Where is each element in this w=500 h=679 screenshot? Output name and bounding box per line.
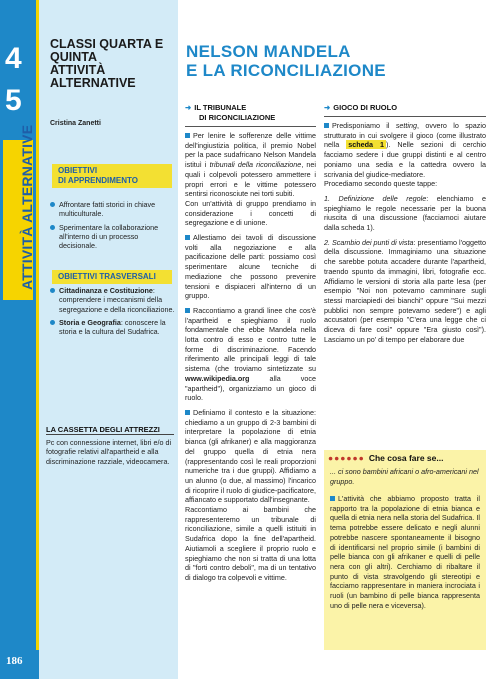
vertical-label-box [3,124,35,300]
highlight: scheda 1 [348,140,385,150]
title-line-1: NELSON MANDELA [186,42,351,61]
text-italic: tribunali della riconciliazione [209,160,302,170]
text: Raccontiamo ai bambini che rappresenteremo un tribunale di riconciliazione, simile a quelli istituiti in Sudafrica dopo la fine dell'apartheid. Aiutiamoli a scegliere il proprio ruolo e spieghiamo che non si tratta di una lotta di "forti contro deboli", ma di un tentativo di dialogo tra colpevoli e vittime. [185,505,316,582]
column-right [324,121,486,349]
square-bullet-icon [185,308,190,313]
paragraph [185,233,316,301]
text: Per lenire le sofferenze delle vittime dell'ingiustizia politica, il premio Nobel per la pace sudafricano Nelson Mandela istituì i [185,131,316,170]
square-bullet-icon [330,496,335,501]
callout-heading [328,453,443,463]
text: : presentiamo l'oggetto della discussione. Immaginiamo una situazione che sarebbe potuta accadere durante l'apartheid, traendo spunto da immagini, libri, fotografie ecc. Affidiamo le versioni di storia alla parte lesa (per esempio "Noi non potevamo camminare sugli stessi marciapiedi dei bianchi" oppure "Sui mezzi pubblici non sempre potevamo sedere") e agli accusatori (per esempio "C'era una legge che ci diceva di fare così" oppure "Era giusto così"). Lasciamo un po' di tempo per elaborare due [324,237,486,344]
unit-number-bottom: 5 [5,84,22,117]
square-bullet-icon [185,410,190,415]
list-item: Affrontare fatti storici in chiave multiculturale. [50,200,176,219]
text: Con un'attività di gruppo prendiamo in considerazione i concetti di segregazione e di unione. [185,198,316,228]
callout-heading-text: Che cosa fare se... [368,453,444,463]
callout-text [330,494,480,610]
section2-rule [324,116,486,117]
title-line-2: E LA RICONCILIAZIONE [186,61,386,80]
text: Procediamo secondo queste tappe: [324,179,438,189]
section1-heading-l1: IL TRIBUNALE [194,103,247,112]
item-bold: Storia e Geografia [59,317,121,327]
list-item: Sperimentare la collaborazione all'interno di un processo decisionale. [50,223,176,251]
paragraph [324,121,486,189]
section1-rule [185,126,316,127]
toolbox-text: Pc con connessione internet, libri e/o di fotografie relativi all'apartheid e alla discriminazione razziale, videocamera. [46,438,172,466]
paragraph [324,194,486,233]
callout-italic: ... ci sono bambini africani o afro-americani nel gruppo. [330,467,479,486]
unit-number-top: 4 [5,42,22,75]
objectives-transversal-list [50,286,176,340]
item-text: : conoscere la storia e la cultura del Sudafrica. [59,317,166,337]
item-bold: Cittadinanza e Costituzione [59,286,153,295]
text: Definiamo il contesto e la situazione: chiediamo a un gruppo di 2-3 bambini di interpretare la popolazione di etnia bianca (gli afrikaner) e alla maggioranza del gruppo quella di etnia nera (rappresentando così le reali proporzioni numeriche tra i due gruppi). Affidiamo a un alunno (o due, al massimo) l'incarico di ricoprire il ruolo di giudice-pacificatore, affiancato e supportato dall'insegnante. [185,407,316,505]
paragraph [185,306,316,403]
objectives-transversal-title: OBIETTIVI TRASVERSALI [52,270,172,284]
square-bullet-icon [185,235,190,240]
objectives-learning-list [50,200,176,254]
kicker-classes: CLASSI QUARTA E QUINTA [50,37,164,64]
text: Allestiamo dei tavoli di discussione volti alla negoziazione e alla pacificazione delle parti: possiamo così sperimentare alcune tecniche di mediazione che possono prevenire tensioni e dispiaceri all'interno di un gruppo. [185,233,316,301]
page-number: 186 [6,655,23,667]
text: Predisponiamo il [332,121,396,130]
kicker [50,38,175,90]
text: Raccontiamo a grandi linee che cos'è l'apartheid e spieghiamo il ruolo fondamentale che ebbe Mandela nella lotta contro di esso e contro tutte le forme di discriminazione. Facendo riferimento alle principali leggi di tale sistema (che troviamo sintetizzate su [185,305,316,374]
list-item [50,286,176,314]
text-italic: 2. Scambio dei punti di vista [324,237,414,247]
paragraph [185,408,316,583]
section2-heading-text: GIOCO DI RUOLO [333,103,398,112]
text-italic: setting [395,121,418,130]
text: L'attività che abbiamo proposto tratta il rapporto tra la popolazione di etnia bianca e quella di etnia nera nella storia del Sudafrica. Il tema potrebbe essere delicato e negli alunni potrebbe nascere spontaneamente il bisogno di identificarsi nel proprio simile (i bambini di pelle bianca con gli afrikaner e quelli di pelle nera con gli altri). Cerchiamo di ribaltare il punto di vista stravolgendo gli stereotipi e facciamo rappresentare in maniera incrociata i ruoli (un bambino di pelle bianca rappresenta uno di pelle nera e viceversa). [330,494,480,610]
text: , nei quali i colpevoli potessero ammettere i propri errori e le vittime potessero sentirsi riconosciute nei torti subiti. [185,160,317,199]
square-bullet-icon [324,123,329,128]
item-text: : comprendere i meccanismi della segregazione e della riconciliazione. [59,286,175,314]
toolbox-rule [46,434,174,435]
text: ). Nelle sezioni di cerchio facciamo sedere i due gruppi distinti e al centro poniamo una sedia e la cattedra ovvero la scrivania del giudice-mediatore. [324,140,487,179]
text: : elenchiamo e spieghiamo le regole necessarie per la buona riuscita di una discussione (facciamoci aiutare dalla scheda 1). [324,193,486,233]
page-title [186,42,486,80]
square-bullet-icon [185,133,190,138]
kicker-activities: ATTIVITÀ ALTERNATIVE [50,63,136,90]
list-item [50,318,176,337]
text: , ovvero lo spazio strutturato in cui svolgere il gioco (come illustrato nella [324,121,486,150]
paragraph [324,238,486,345]
text-italic: 1. Definizione delle regole [324,193,427,203]
paragraph [185,131,316,228]
arrow-icon: ➜ [185,103,192,112]
arrow-icon: ➜ [324,103,331,112]
column-left [185,131,316,588]
objectives-learning-title: OBIETTIVI DI APPRENDIMENTO [52,164,172,188]
text: alla voce "apartheid"), organizziamo un gioco di ruolo. [185,373,316,403]
vertical-label: ATTIVITÀ ALTERNATIVE [19,124,35,290]
link-text: www.wikipedia.org [185,373,250,383]
dots-icon: ●●●●●● [328,453,365,463]
section1-heading-l2: DI RICONCILIAZIONE [199,112,276,122]
section2-heading [324,103,397,113]
toolbox-title: LA CASSETTA DEGLI ATTREZZI [46,425,160,434]
section1-heading [185,103,275,122]
author: Cristina Zanetti [50,120,101,127]
